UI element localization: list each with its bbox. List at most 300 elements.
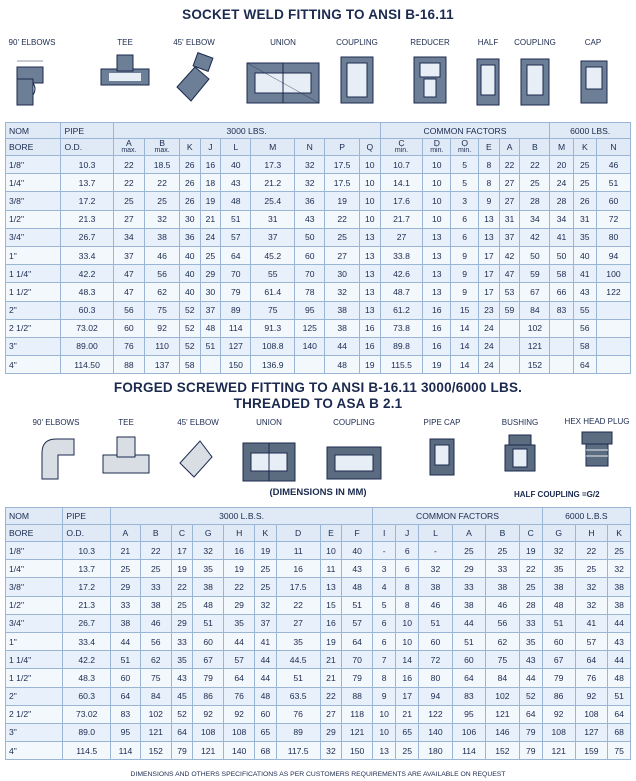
socket-weld-cell: 137 bbox=[145, 356, 180, 374]
forged-screwed-cell: 57 bbox=[342, 614, 373, 632]
forged-screwed-cell: 38 bbox=[193, 578, 224, 596]
socket-weld-cell: 48 bbox=[221, 192, 251, 210]
socket-weld-cell: 89 bbox=[221, 301, 251, 319]
forged-screwed-group-header: COMMON FACTORS bbox=[373, 508, 543, 525]
socket-weld-column-header: E bbox=[479, 139, 500, 156]
forged-screwed-cell: 52 bbox=[171, 705, 192, 723]
screwed-union-diagram bbox=[234, 418, 304, 489]
socket-weld-cell: 36 bbox=[179, 228, 200, 246]
forged-screwed-cell: 27 bbox=[320, 705, 341, 723]
socket-weld-cell: 60 bbox=[295, 246, 325, 264]
socket-weld-cell: 25 bbox=[113, 192, 145, 210]
socket-weld-cell: 22 bbox=[325, 210, 360, 228]
socket-weld-cell: 9 bbox=[451, 265, 479, 283]
socket-weld-cell: 25 bbox=[520, 174, 550, 192]
forged-screwed-cell: 57 bbox=[575, 632, 608, 650]
forged-screwed-cell: 38 bbox=[419, 578, 452, 596]
forged-screwed-cell: 52 bbox=[519, 687, 542, 705]
screwed-union-label: UNION bbox=[256, 418, 282, 427]
elbow-45-icon bbox=[174, 429, 222, 485]
pipe-cap-label: PIPE CAP bbox=[423, 418, 461, 427]
socket-weld-cell: 114.50 bbox=[61, 356, 113, 374]
screwed-elbow-90-diagram bbox=[28, 418, 84, 485]
forged-screwed-column-header: A bbox=[111, 525, 141, 542]
forged-screwed-row bbox=[6, 614, 631, 632]
socket-weld-cell: 31 bbox=[573, 210, 596, 228]
forged-screwed-cell: 89 bbox=[276, 723, 320, 741]
socket-weld-cell: 51 bbox=[221, 210, 251, 228]
forged-screwed-cell: 159 bbox=[575, 742, 608, 760]
socket-weld-cell: 48.3 bbox=[61, 283, 113, 301]
screwed-coupling-label: COUPLING bbox=[333, 418, 375, 427]
forged-screwed-cell: 121 bbox=[140, 723, 171, 741]
socket-weld-cell: 25 bbox=[145, 192, 180, 210]
socket-weld-cell: 48 bbox=[325, 356, 360, 374]
socket-weld-column-header: BORE bbox=[6, 139, 61, 156]
forged-screwed-cell: 51 bbox=[608, 687, 631, 705]
socket-weld-cell: 1/2" bbox=[6, 210, 61, 228]
socket-weld-cell: 37 bbox=[200, 301, 221, 319]
forged-screwed-cell: 29 bbox=[171, 614, 192, 632]
screwed-elbow-90-label: 90' ELBOWS bbox=[32, 418, 80, 427]
forged-screwed-cell: 121 bbox=[486, 705, 519, 723]
elbow-45-diagram bbox=[166, 38, 222, 109]
socket-weld-cell: 64 bbox=[573, 356, 596, 374]
socket-weld-cell: 32 bbox=[325, 283, 360, 301]
forged-screwed-column-header: I bbox=[373, 525, 396, 542]
forged-screwed-cell: 51 bbox=[419, 614, 452, 632]
socket-weld-row bbox=[6, 283, 631, 301]
half-coupling-note: HALF COUPLING =G/2 bbox=[514, 490, 600, 499]
socket-weld-group-header: PIPE bbox=[61, 123, 113, 139]
union-label: UNION bbox=[270, 38, 296, 47]
socket-weld-cell: 73.02 bbox=[61, 319, 113, 337]
coupling-label: COUPLING bbox=[336, 38, 378, 47]
forged-screwed-cell: 72 bbox=[419, 651, 452, 669]
socket-weld-cell: 10 bbox=[359, 156, 380, 174]
socket-weld-cell: 16 bbox=[359, 337, 380, 355]
socket-weld-cell: 25.4 bbox=[251, 192, 295, 210]
forged-screwed-cell: 88 bbox=[342, 687, 373, 705]
socket-weld-cell: 1 1/4" bbox=[6, 265, 61, 283]
socket-weld-cell: 80 bbox=[596, 228, 630, 246]
forged-screwed-cell: 29 bbox=[452, 560, 485, 578]
forged-screwed-cell: 43 bbox=[342, 560, 373, 578]
forged-screwed-cell: 46 bbox=[486, 596, 519, 614]
socket-weld-cell bbox=[550, 319, 573, 337]
socket-weld-cell: 33.4 bbox=[61, 246, 113, 264]
forged-screwed-cell: 48 bbox=[542, 596, 575, 614]
socket-weld-column-header: C min. bbox=[380, 139, 423, 156]
forged-screwed-cell: 41 bbox=[255, 632, 276, 650]
socket-weld-cell: 75 bbox=[251, 301, 295, 319]
socket-weld-cell bbox=[550, 337, 573, 355]
forged-screwed-column-header: E bbox=[320, 525, 341, 542]
forged-screwed-cell: 89.0 bbox=[63, 723, 111, 741]
forged-screwed-cell: 6 bbox=[373, 632, 396, 650]
socket-weld-cell: 17.5 bbox=[325, 156, 360, 174]
forged-screwed-cell: 86 bbox=[193, 687, 224, 705]
socket-weld-cell: 60.3 bbox=[61, 301, 113, 319]
socket-weld-cell: 50 bbox=[520, 246, 550, 264]
socket-weld-cell: 3/8" bbox=[6, 192, 61, 210]
forged-screwed-cell: 38 bbox=[452, 596, 485, 614]
socket-weld-cell: 16 bbox=[423, 319, 451, 337]
forged-screwed-cell: 10 bbox=[396, 632, 419, 650]
socket-weld-column-header: Q bbox=[359, 139, 380, 156]
section-title-socket-weld: SOCKET WELD FITTING TO ANSI B-16.11 bbox=[182, 7, 454, 22]
forged-screwed-cell: 10 bbox=[373, 705, 396, 723]
socket-weld-column-header: B max. bbox=[145, 139, 180, 156]
socket-weld-cell: 52 bbox=[179, 319, 200, 337]
socket-weld-cell: 43 bbox=[221, 174, 251, 192]
reducer-diagram bbox=[402, 38, 458, 109]
socket-weld-cell: 47 bbox=[113, 265, 145, 283]
reducer-icon bbox=[408, 49, 452, 109]
socket-weld-cell bbox=[499, 319, 520, 337]
socket-weld-cell: 56 bbox=[113, 301, 145, 319]
forged-screwed-cell: 51 bbox=[542, 614, 575, 632]
socket-weld-cell bbox=[200, 356, 221, 374]
socket-weld-cell: 50 bbox=[295, 228, 325, 246]
socket-weld-cell: 42.6 bbox=[380, 265, 423, 283]
socket-weld-cell: 42 bbox=[520, 228, 550, 246]
socket-weld-cell: 26 bbox=[179, 174, 200, 192]
socket-weld-cell: 42 bbox=[499, 246, 520, 264]
pipe-cap-icon bbox=[422, 429, 462, 481]
socket-weld-table bbox=[5, 122, 631, 374]
forged-screwed-cell: 16 bbox=[396, 669, 419, 687]
socket-weld-cell: 59 bbox=[520, 265, 550, 283]
socket-weld-cell: 6 bbox=[451, 228, 479, 246]
forged-screwed-cell: 25 bbox=[255, 578, 276, 596]
forged-screwed-cell: 32 bbox=[575, 596, 608, 614]
socket-weld-cell: 18 bbox=[200, 174, 221, 192]
forged-screwed-cell: 75 bbox=[486, 651, 519, 669]
forged-screwed-row bbox=[6, 596, 631, 614]
socket-weld-cell: 114 bbox=[221, 319, 251, 337]
socket-weld-column-header: B bbox=[520, 139, 550, 156]
socket-weld-cell: 5 bbox=[451, 174, 479, 192]
forged-screwed-cell: 19 bbox=[255, 542, 276, 560]
socket-weld-row bbox=[6, 319, 631, 337]
socket-weld-cell: 122 bbox=[596, 283, 630, 301]
forged-screwed-cell: 13 bbox=[320, 578, 341, 596]
forged-screwed-cell: 22 bbox=[171, 578, 192, 596]
socket-weld-cell: 33.8 bbox=[380, 246, 423, 264]
socket-weld-cell: 17.2 bbox=[61, 192, 113, 210]
forged-screwed-cell: 60 bbox=[193, 632, 224, 650]
socket-weld-cell: 23 bbox=[479, 301, 500, 319]
socket-weld-cell: 16 bbox=[423, 301, 451, 319]
socket-weld-cell bbox=[596, 301, 630, 319]
forged-screwed-cell: 44 bbox=[111, 632, 141, 650]
socket-weld-cell: 125 bbox=[295, 319, 325, 337]
coupling-icon bbox=[335, 49, 379, 109]
socket-weld-cell: 18.5 bbox=[145, 156, 180, 174]
forged-screwed-cell: 118 bbox=[342, 705, 373, 723]
socket-weld-cell: 43 bbox=[295, 210, 325, 228]
forged-screwed-cell: 33 bbox=[452, 578, 485, 596]
forged-screwed-row bbox=[6, 742, 631, 760]
forged-screwed-cell: 121 bbox=[542, 742, 575, 760]
forged-screwed-cell: 92 bbox=[542, 705, 575, 723]
forged-screwed-cell: - bbox=[419, 542, 452, 560]
forged-screwed-cell: 35 bbox=[193, 560, 224, 578]
forged-screwed-cell: 8 bbox=[396, 578, 419, 596]
forged-screwed-row bbox=[6, 651, 631, 669]
socket-weld-cell: 40 bbox=[179, 246, 200, 264]
forged-screwed-cell: 19 bbox=[171, 560, 192, 578]
forged-screwed-cell: 51 bbox=[452, 632, 485, 650]
socket-weld-cell: 13 bbox=[479, 210, 500, 228]
socket-weld-column-header: O min. bbox=[451, 139, 479, 156]
forged-screwed-group-header: 3000 L.B.S. bbox=[111, 508, 373, 525]
forged-screwed-cell: 17 bbox=[171, 542, 192, 560]
forged-screwed-cell: 68 bbox=[608, 723, 631, 741]
socket-weld-row bbox=[6, 356, 631, 374]
socket-weld-cell: 51 bbox=[596, 174, 630, 192]
forged-screwed-cell: 44 bbox=[608, 614, 631, 632]
socket-weld-row bbox=[6, 337, 631, 355]
socket-weld-cell: 10 bbox=[359, 210, 380, 228]
forged-screwed-cell: 21 bbox=[320, 651, 341, 669]
forged-screwed-cell: 60 bbox=[419, 632, 452, 650]
forged-screwed-column-header: BORE bbox=[6, 525, 63, 542]
forged-screwed-cell: 75 bbox=[608, 742, 631, 760]
socket-weld-cell: 40 bbox=[573, 246, 596, 264]
forged-screwed-cell: 43 bbox=[519, 651, 542, 669]
forged-screwed-column-header: B bbox=[140, 525, 171, 542]
socket-weld-cell: 40 bbox=[179, 283, 200, 301]
forged-screwed-cell: 140 bbox=[224, 742, 255, 760]
socket-weld-cell: 100 bbox=[596, 265, 630, 283]
socket-weld-cell: 2" bbox=[6, 301, 61, 319]
forged-screwed-cell: 64 bbox=[452, 669, 485, 687]
forged-screwed-cell: 60 bbox=[542, 632, 575, 650]
forged-screwed-cell: 60 bbox=[452, 651, 485, 669]
socket-weld-cell: 3" bbox=[6, 337, 61, 355]
bushing-label: BUSHING bbox=[501, 418, 539, 427]
forged-screwed-row bbox=[6, 578, 631, 596]
forged-screwed-cell: 37 bbox=[255, 614, 276, 632]
socket-weld-cell: 52 bbox=[179, 301, 200, 319]
socket-weld-cell: 19 bbox=[423, 356, 451, 374]
forged-screwed-cell: 43 bbox=[608, 632, 631, 650]
forged-screwed-cell: 38 bbox=[608, 596, 631, 614]
socket-weld-cell: 14 bbox=[451, 356, 479, 374]
forged-screwed-column-header: F bbox=[342, 525, 373, 542]
forged-screwed-cell: 102 bbox=[140, 705, 171, 723]
forged-screwed-cell: 79 bbox=[519, 742, 542, 760]
forged-screwed-cell: 44.5 bbox=[276, 651, 320, 669]
socket-weld-cell bbox=[596, 319, 630, 337]
forged-screwed-cell: 10 bbox=[396, 614, 419, 632]
forged-screwed-cell: 38 bbox=[486, 578, 519, 596]
socket-weld-cell: 70 bbox=[295, 265, 325, 283]
socket-weld-cell: 38 bbox=[325, 319, 360, 337]
forged-screwed-cell: 3 bbox=[373, 560, 396, 578]
socket-weld-cell: 16 bbox=[200, 156, 221, 174]
coupling-2-label: COUPLING bbox=[514, 38, 556, 47]
socket-weld-cell: 27 bbox=[113, 210, 145, 228]
socket-weld-cell: 38 bbox=[325, 301, 360, 319]
socket-weld-cell: 9 bbox=[451, 246, 479, 264]
socket-weld-row bbox=[6, 246, 631, 264]
forged-screwed-cell: 48 bbox=[342, 578, 373, 596]
forged-screwed-cell: 32 bbox=[608, 560, 631, 578]
socket-weld-group-header: 6000 LBS. bbox=[550, 123, 631, 139]
tee-icon bbox=[99, 429, 153, 485]
forged-screwed-cell: 13.7 bbox=[63, 560, 111, 578]
forged-screwed-cell: 79 bbox=[342, 669, 373, 687]
socket-weld-cell: 14 bbox=[451, 337, 479, 355]
forged-screwed-cell: 64 bbox=[171, 723, 192, 741]
forged-screwed-cell: 17 bbox=[396, 687, 419, 705]
socket-weld-cell: 35 bbox=[573, 228, 596, 246]
forged-screwed-cell: 25 bbox=[452, 542, 485, 560]
socket-weld-cell: 13 bbox=[359, 283, 380, 301]
socket-weld-cell: 14.1 bbox=[380, 174, 423, 192]
socket-weld-group-header: COMMON FACTORS bbox=[380, 123, 550, 139]
socket-weld-column-header: L bbox=[221, 139, 251, 156]
forged-screwed-cell: 152 bbox=[140, 742, 171, 760]
union-diagram bbox=[238, 38, 328, 113]
forged-screwed-cell: 68 bbox=[255, 742, 276, 760]
screwed-elbow-45-diagram bbox=[172, 418, 224, 485]
socket-weld-cell: 94 bbox=[596, 246, 630, 264]
socket-weld-cell: 24 bbox=[479, 337, 500, 355]
forged-screwed-cell: 25 bbox=[486, 542, 519, 560]
forged-screwed-cell: 17.2 bbox=[63, 578, 111, 596]
forged-screwed-cell: 6 bbox=[396, 542, 419, 560]
forged-screwed-column-header: H bbox=[224, 525, 255, 542]
socket-weld-cell: 30 bbox=[325, 265, 360, 283]
forged-screwed-cell: 25 bbox=[255, 560, 276, 578]
socket-weld-cell: 30 bbox=[200, 283, 221, 301]
socket-weld-cell: 24 bbox=[479, 319, 500, 337]
cap-label: CAP bbox=[584, 38, 602, 47]
forged-screwed-cell: 67 bbox=[542, 651, 575, 669]
socket-weld-cell: 28 bbox=[550, 192, 573, 210]
socket-weld-cell: 115.5 bbox=[380, 356, 423, 374]
forged-screwed-group-header: 6000 L.B.S bbox=[542, 508, 630, 525]
socket-weld-row bbox=[6, 174, 631, 192]
socket-weld-cell: 24 bbox=[550, 174, 573, 192]
forged-screwed-cell: 48 bbox=[193, 596, 224, 614]
socket-weld-cell: 41 bbox=[573, 265, 596, 283]
forged-screwed-cell: 27 bbox=[276, 614, 320, 632]
socket-weld-cell: 47 bbox=[113, 283, 145, 301]
forged-screwed-cell: 44 bbox=[255, 651, 276, 669]
socket-weld-cell: 37 bbox=[499, 228, 520, 246]
socket-weld-cell: 36 bbox=[295, 192, 325, 210]
forged-screwed-cell: 64 bbox=[342, 632, 373, 650]
forged-screwed-cell: 57 bbox=[224, 651, 255, 669]
socket-weld-cell: 13 bbox=[359, 246, 380, 264]
forged-screwed-cell: 16 bbox=[276, 560, 320, 578]
forged-screwed-cell: 25 bbox=[111, 560, 141, 578]
socket-weld-cell: 17.5 bbox=[325, 174, 360, 192]
socket-weld-cell: 19 bbox=[359, 356, 380, 374]
socket-weld-cell: 9 bbox=[479, 192, 500, 210]
forged-screwed-cell: 180 bbox=[419, 742, 452, 760]
forged-screwed-cell: 10 bbox=[320, 542, 341, 560]
forged-screwed-cell: 13 bbox=[373, 742, 396, 760]
socket-weld-cell: 13 bbox=[359, 265, 380, 283]
forged-screwed-cell: 102 bbox=[486, 687, 519, 705]
forged-screwed-cell: 1 1/2" bbox=[6, 669, 63, 687]
socket-weld-cell: 31 bbox=[499, 210, 520, 228]
forged-screwed-cell: 2 1/2" bbox=[6, 705, 63, 723]
socket-weld-cell: 55 bbox=[573, 301, 596, 319]
forged-screwed-cell: 1/8" bbox=[6, 542, 63, 560]
socket-weld-cell: 6 bbox=[451, 210, 479, 228]
forged-screwed-cell: 10 bbox=[373, 723, 396, 741]
forged-screwed-row bbox=[6, 687, 631, 705]
forged-screwed-cell: 51 bbox=[111, 651, 141, 669]
forged-screwed-cell: 19 bbox=[519, 542, 542, 560]
forged-screwed-cell: 1" bbox=[6, 632, 63, 650]
forged-screwed-cell: 22 bbox=[575, 542, 608, 560]
socket-weld-cell: 59 bbox=[499, 301, 520, 319]
socket-weld-cell: 13 bbox=[423, 228, 451, 246]
socket-weld-cell: 30 bbox=[179, 210, 200, 228]
socket-weld-cell: 136.9 bbox=[251, 356, 295, 374]
forged-screwed-cell: 40 bbox=[342, 542, 373, 560]
socket-weld-cell: 102 bbox=[520, 319, 550, 337]
forged-screwed-cell: 25 bbox=[140, 560, 171, 578]
socket-weld-column-header: M bbox=[251, 139, 295, 156]
forged-screwed-cell: 64 bbox=[519, 705, 542, 723]
socket-weld-cell bbox=[550, 356, 573, 374]
forged-screwed-cell: 21.3 bbox=[63, 596, 111, 614]
forged-screwed-cell: 76 bbox=[276, 705, 320, 723]
socket-weld-cell: 84 bbox=[520, 301, 550, 319]
forged-screwed-cell: 121 bbox=[342, 723, 373, 741]
socket-weld-cell: 10 bbox=[423, 192, 451, 210]
forged-screwed-cell: 9 bbox=[373, 687, 396, 705]
half-coupling-diagram bbox=[470, 38, 506, 109]
socket-weld-cell: 14 bbox=[451, 319, 479, 337]
union-icon bbox=[237, 429, 301, 489]
forged-screwed-cell: 44 bbox=[452, 614, 485, 632]
forged-screwed-cell: 60 bbox=[255, 705, 276, 723]
forged-screwed-column-header: C bbox=[171, 525, 192, 542]
socket-weld-cell: 70 bbox=[221, 265, 251, 283]
socket-weld-cell: 37 bbox=[251, 228, 295, 246]
socket-weld-row bbox=[6, 265, 631, 283]
forged-screwed-cell: 10.3 bbox=[63, 542, 111, 560]
socket-weld-cell: 27 bbox=[325, 246, 360, 264]
forged-screwed-cell: 22 bbox=[140, 542, 171, 560]
socket-weld-cell: 17 bbox=[479, 283, 500, 301]
forged-screwed-cell: 64 bbox=[608, 705, 631, 723]
forged-screwed-cell: 14 bbox=[396, 651, 419, 669]
socket-weld-cell: 25 bbox=[200, 246, 221, 264]
socket-weld-cell: 19 bbox=[325, 192, 360, 210]
socket-weld-cell: 110 bbox=[145, 337, 180, 355]
forged-screwed-cell: 62 bbox=[486, 632, 519, 650]
socket-weld-column-header: N bbox=[295, 139, 325, 156]
socket-weld-cell bbox=[499, 356, 520, 374]
socket-weld-cell: 91.3 bbox=[251, 319, 295, 337]
socket-weld-row bbox=[6, 301, 631, 319]
socket-weld-cell: 58 bbox=[573, 337, 596, 355]
socket-weld-column-header: A max. bbox=[113, 139, 145, 156]
forged-screwed-cell: 41 bbox=[575, 614, 608, 632]
socket-weld-cell: 13 bbox=[359, 228, 380, 246]
